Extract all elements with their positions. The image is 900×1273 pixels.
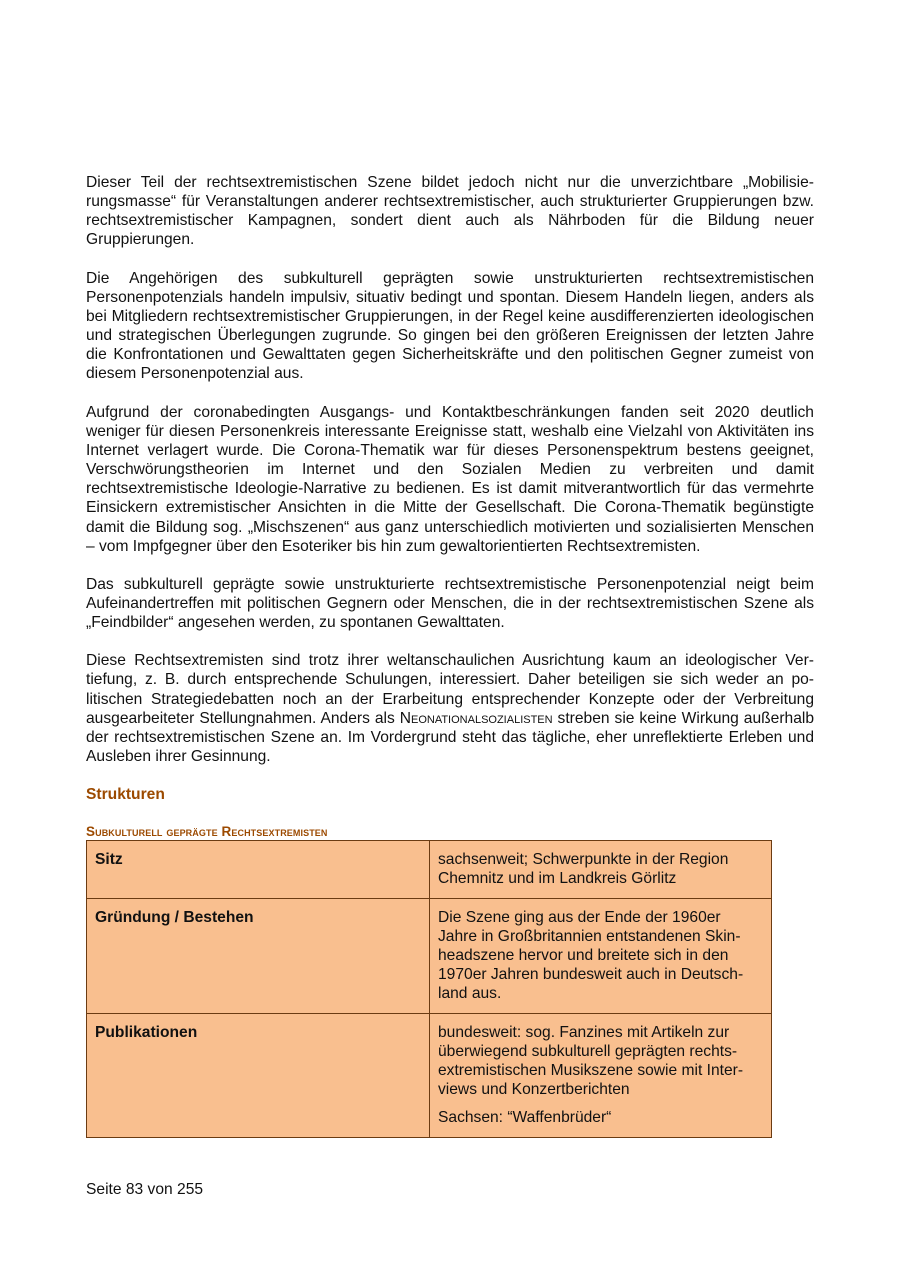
page-number: Seite 83 von 255 bbox=[86, 1181, 204, 1198]
page-content bbox=[86, 173, 814, 1138]
table-row bbox=[87, 841, 772, 898]
table-row-label: Sitz bbox=[87, 841, 430, 898]
section-heading: Strukturen bbox=[86, 786, 165, 804]
table-row-value bbox=[430, 1013, 772, 1137]
table-row-label: Gründung / Bestehen bbox=[87, 898, 430, 1013]
paragraph-1: Dieser Teil der rechtsextremistischen Szene bildet jedoch nicht nur die unverzichtbare „Mobilisierungsmasse“ für Veranstaltungen anderer rechtsextremistischer, auch strukturierter Gruppierungen bzw. rechtsextremistischer Kampagnen, sondert dient auch als Nährboden für die Bildung neuer Gruppierungen. bbox=[86, 174, 814, 249]
paragraph-5-part-1: Diese Rechtsextremisten sind trotz ihrer weltanschaulichen Ausrichtung kaum an ideologischer Vertiefung, z. B. durch entsprechende Schulungen, interessiert. Daher beteiligen sie sich weder an politischen Strategiedebatten noch an der Erarbeitung entsprechender Konzepte oder der Verbreitung ausgearbeiteter Stellungnahmen. Anders als bbox=[86, 652, 814, 727]
paragraph-4: Das subkulturell geprägte sowie unstrukturierte rechtsextremistische Personenpotenzial neigt beim Aufeinandertreffen mit politischen Gegnern oder Menschen, die in der rechtsextremistischen Szene als „Feindbilder“ angesehen werden, zu spontanen Gewalttaten. bbox=[86, 575, 814, 632]
table-row-value bbox=[430, 898, 772, 1013]
paragraph-5-smallcaps-term: Neonationalsozialisten bbox=[399, 709, 553, 727]
table-value-text: bundesweit: sog. Fanzines mit Artikeln zur überwiegend subkulturell geprägten rechtsextremistischen Musikszene sowie mit Interviews und Konzertberichten bbox=[438, 1023, 744, 1099]
table-row bbox=[87, 1013, 772, 1137]
table-value-text: sachsenweit; Schwerpunkte in der Region Chemnitz und im Landkreis Görlitz bbox=[438, 851, 729, 888]
table-row-label: Publikationen bbox=[87, 1013, 430, 1137]
paragraph-2: Die Angehörigen des subkulturell geprägten sowie unstrukturierten rechtsextremistischen Personenpotenzials handeln impulsiv, situativ bedingt und spontan. Diesem Handeln liegen, anders als bei Mitgliedern rechtsextremistischer Gruppierungen, in der Regel keine ausdifferenzierten ideologischen und strategischen Überlegungen zugrunde. So gingen bei den größeren Ereignissen der letzten Jahre die Konfrontationen und Gewalttaten gegen Sicherheitskräfte und den politischen Gegner zumeist von diesem Personenpotenzial aus. bbox=[86, 269, 814, 383]
table-value-text: Die Szene ging aus der Ende der 1960er Jahre in Großbritannien entstandenen Skinheadszene hervor und breitete sich in den 1970er Jahren bundesweit auch in Deutschland aus. bbox=[438, 908, 744, 1003]
info-table bbox=[86, 840, 772, 1137]
paragraph-5-part-2: streben sie keine Wirkung außerhalb der rechtsextremistischen Szene an. Im Vordergrund steht das tägliche, eher unreflektierte Erleben und Ausleben ihrer Gesinnung. bbox=[86, 709, 815, 766]
table-row-value bbox=[430, 841, 772, 898]
paragraph-5 bbox=[86, 651, 814, 766]
table-value-text: Sachsen: “Waffenbrüder“ bbox=[438, 1109, 612, 1127]
table-title: Subkulturell geprägte Rechtsextremisten bbox=[86, 824, 328, 840]
table-row bbox=[87, 898, 772, 1013]
paragraph-3: Aufgrund der coronabedingten Ausgangs- und Kontaktbeschränkungen fanden seit 2020 deutlich weniger für diesen Personenkreis interessante Ereignisse statt, weshalb eine Vielzahl von Aktivitäten ins Internet verlagert wurde. Die Corona-Thematik war für dieses Personenspektrum bestens geeignet, Verschwörungstheorien im Internet und den Sozialen Medien zu verbreiten und damit rechtsextremistische Ideologie-Narrative zu bedienen. Es ist damit mitverantwortlich für das vermehrte Einsickern extremistischer Ansichten in die Mitte der Gesellschaft. Die Corona-Thematik begünstigte damit die Bildung sog. „Mischszenen“ aus ganz unterschiedlich motivierten und sozialisierten Menschen – vom Impfgegner über den Esoteriker bis hin zum gewaltorientierten Rechtsextremisten. bbox=[86, 403, 814, 555]
